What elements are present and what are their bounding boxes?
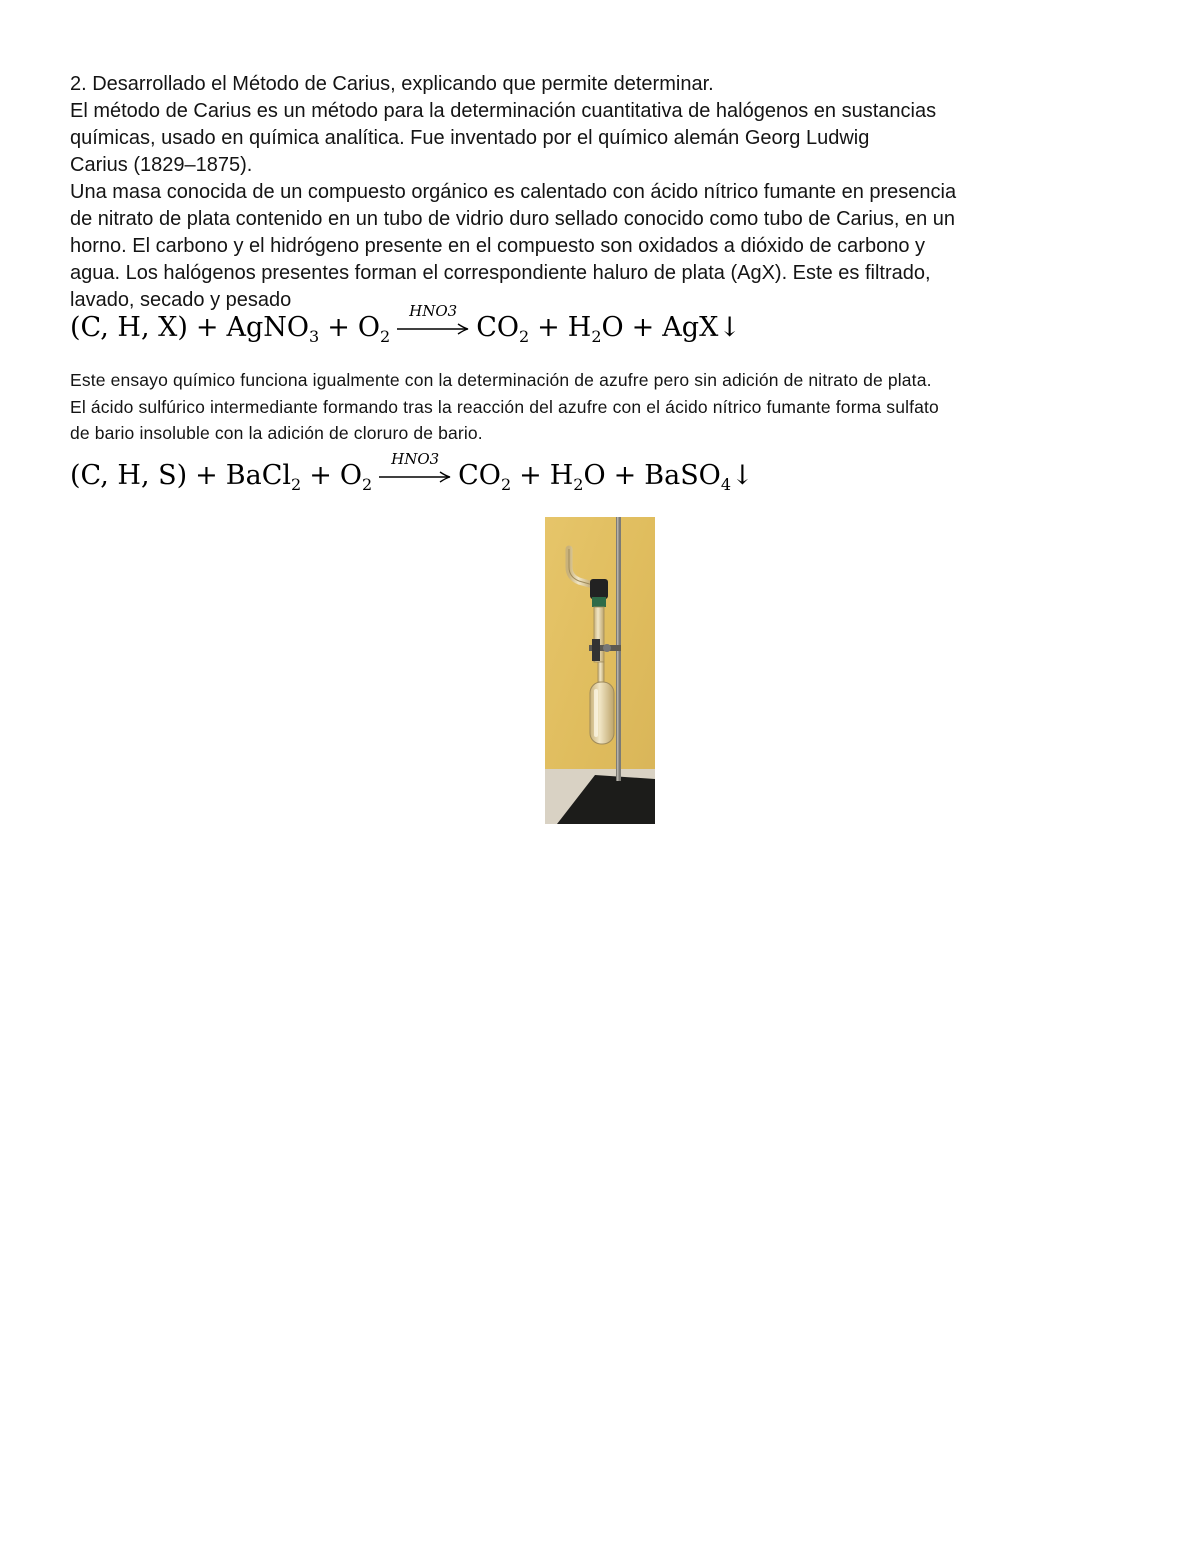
- plus-sign: +: [519, 460, 542, 491]
- text-line: Carius (1829–1875).: [70, 154, 253, 176]
- product: $H_2O$: [567, 312, 624, 346]
- product-precipitate: AgX↓: [662, 312, 741, 343]
- text-line: El método de Carius es un método para la determinación cuantitativa de halógenos en sustancias: [70, 100, 937, 122]
- text-line: Una masa conocida de un compuesto orgánico es calentado con ácido nítrico fumante en presencia: [70, 181, 957, 203]
- plus-sign: +: [195, 460, 218, 491]
- plus-sign: +: [309, 460, 332, 491]
- paragraph-procedure: [70, 179, 1130, 314]
- glass-bulb: [590, 682, 614, 744]
- text-line: químicas, usado en química analítica. Fue inventado por el químico alemán Georg Ludwig: [70, 127, 870, 149]
- reactant: $O_2$: [339, 460, 373, 494]
- text-line: de bario insoluble con la adición de cloruro de bario.: [70, 423, 483, 443]
- text-line: de nitrato de plata contenido en un tubo de vidrio duro sellado conocido como tubo de Carius, en un: [70, 208, 956, 230]
- reactant: (C, H, X): [70, 312, 188, 343]
- text-line: El ácido sulfúrico intermediante formando tras la reacción del azufre con el ácido nítrico fumante forma sulfato: [70, 396, 939, 417]
- plus-sign: +: [613, 460, 637, 491]
- halogen-reaction-equation: [70, 302, 741, 346]
- reactant: BaCl$_2$: [225, 460, 302, 494]
- right-arrow-icon: [396, 322, 470, 336]
- plus-sign: +: [327, 312, 350, 343]
- sulfur-reaction-equation: [70, 450, 754, 494]
- plus-sign: +: [537, 312, 560, 343]
- product: $CO_2$: [476, 312, 530, 346]
- right-arrow-icon: [378, 470, 452, 484]
- reaction-arrow: [396, 302, 470, 343]
- product: $CO_2$: [458, 460, 512, 494]
- reactant: (C, H, S): [70, 460, 188, 491]
- reagent-label: HNO3: [409, 302, 458, 320]
- text-line: agua. Los halógenos presentes forman el correspondiente haluro de plata (AgX). Este es filtrado,: [70, 262, 931, 284]
- paragraph-carius-definition: [70, 98, 1130, 179]
- paragraph-sulfur-determination: [70, 367, 1135, 447]
- plus-sign: +: [195, 312, 219, 343]
- reactant: $O_2$: [357, 312, 391, 346]
- question-heading: 2. Desarrollado el Método de Carius, explicando que permite determinar.: [70, 73, 714, 95]
- plus-sign: +: [631, 312, 655, 343]
- product-precipitate: BaSO$_4$↓: [644, 460, 754, 494]
- reagent-label: HNO3: [391, 450, 440, 468]
- reactant: AgNO$_3$: [226, 312, 320, 346]
- text-line: horno. El carbono y el hidrógeno presente en el compuesto son oxidados a dióxido de carbono y: [70, 235, 926, 257]
- reaction-arrow: [378, 450, 452, 491]
- text-line: Este ensayo químico funciona igualmente con la determinación de azufre pero sin adición de nitrato de plata.: [70, 370, 932, 390]
- text-line: lavado, secado y pesado: [70, 289, 292, 311]
- rubber-stopper: [590, 579, 608, 599]
- product: $H_2O$: [549, 460, 606, 494]
- carius-tube-apparatus-photo: [545, 517, 655, 824]
